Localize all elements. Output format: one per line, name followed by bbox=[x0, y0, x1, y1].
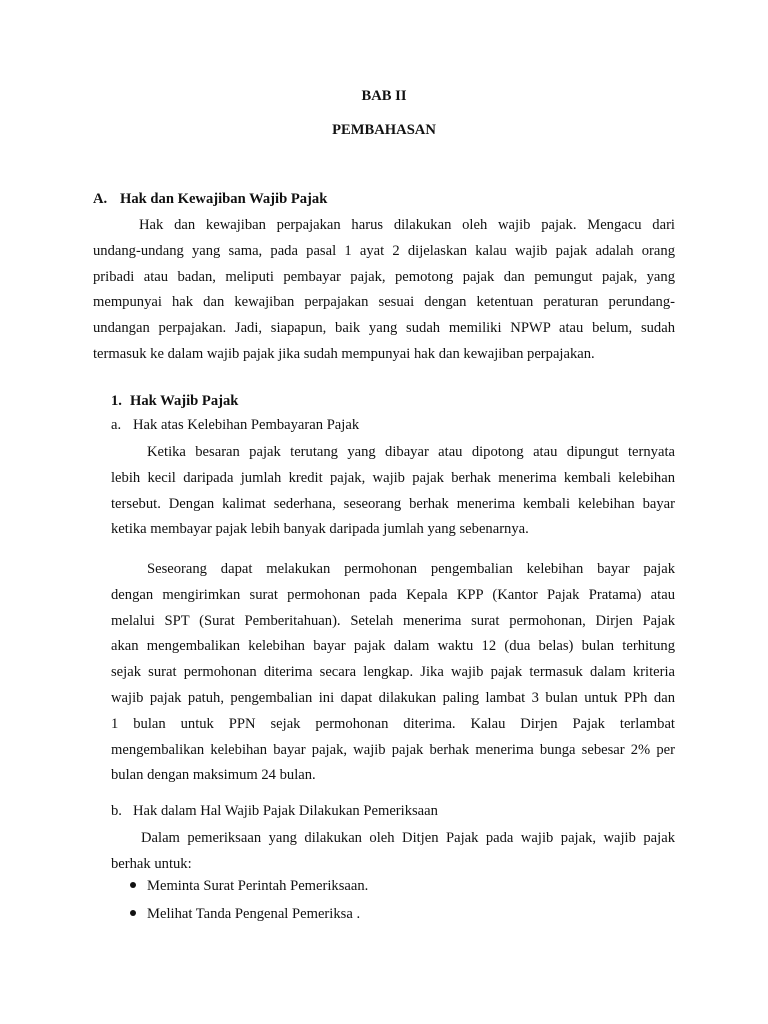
paragraph-line: sejak surat permohonan diterima secara lengkap. Jika wajib pajak termasuk dalam kriteria bbox=[111, 664, 675, 681]
section-1-heading bbox=[111, 393, 238, 410]
paragraph-line: Hak dan kewajiban perpajakan harus dilakukan oleh wajib pajak. Mengacu dari bbox=[139, 217, 675, 233]
bullet-text: Meminta Surat Perintah Pemeriksaan. bbox=[147, 878, 369, 894]
paragraph-line: Ketika besaran pajak terutang yang dibayar atau dipotong atau dipungut ternyata bbox=[147, 444, 675, 460]
paragraph-line: lebih kecil daripada jumlah kredit pajak, wajib pajak berhak menerima kembali kelebihan bbox=[111, 469, 675, 486]
paragraph-line: akan mengembalikan kelebihan bayar pajak dalam waktu 12 (dua belas) bulan terhitung bbox=[111, 638, 675, 655]
paragraph-line: 1 bulan untuk PPN sejak permohonan diterima. Kalau Dirjen Pajak terlambat bbox=[111, 715, 675, 732]
paragraph-line: bulan dengan maksimum 24 bulan. bbox=[111, 767, 316, 784]
paragraph-line: ketika membayar pajak lebih banyak daripada jumlah yang sebenarnya. bbox=[111, 521, 529, 538]
section-a-heading bbox=[93, 191, 327, 208]
subsection-a-marker: a. bbox=[111, 417, 122, 433]
subsection-a-paragraph-2 bbox=[111, 557, 675, 789]
subsection-a-paragraph-1 bbox=[111, 440, 675, 543]
bullet-text: Melihat Tanda Pengenal Pemeriksa . bbox=[147, 906, 361, 922]
subsection-a-heading bbox=[111, 417, 359, 434]
subsection-b-paragraph bbox=[111, 826, 675, 878]
paragraph-line: mengembalikan kelebihan bayar pajak, wajib pajak berhak menerima bunga sebesar 2% per bbox=[111, 741, 675, 758]
paragraph-line: undang-undang yang sama, pada pasal 1 ayat 2 dijelaskan kalau wajib pajak adalah orang bbox=[93, 242, 675, 259]
paragraph-line: pribadi atau badan, meliputi pembayar pajak, pemotong pajak dan pemungut pajak, yang bbox=[93, 268, 675, 285]
paragraph-line: berhak untuk: bbox=[111, 855, 192, 872]
bullet-item bbox=[130, 906, 360, 923]
bullet-dot-icon bbox=[130, 882, 136, 888]
bullet-item bbox=[130, 878, 368, 895]
paragraph-line: Seseorang dapat melakukan permohonan pengembalian kelebihan bayar pajak bbox=[147, 561, 675, 577]
paragraph-line: mempunyai hak dan kewajiban perpajakan sesuai dengan ketentuan peraturan perundang- bbox=[93, 294, 675, 311]
subsection-a-title: Hak atas Kelebihan Pembayaran Pajak bbox=[133, 417, 360, 433]
paragraph-line: termasuk ke dalam wajib pajak jika sudah mempunyai hak dan kewajiban perpajakan. bbox=[93, 345, 595, 362]
section-a-title: Hak dan Kewajiban Wajib Pajak bbox=[120, 191, 328, 207]
paragraph-line: tersebut. Dengan kalimat sederhana, seseorang berhak menerima kembali kelebihan bayar bbox=[111, 495, 675, 512]
subsection-b-heading bbox=[111, 803, 438, 820]
chapter-subtitle: PEMBAHASAN bbox=[332, 122, 436, 138]
subsection-b-title: Hak dalam Hal Wajib Pajak Dilakukan Pemeriksaan bbox=[133, 803, 438, 819]
section-a-marker: A. bbox=[93, 191, 108, 207]
subsection-b-marker: b. bbox=[111, 803, 122, 819]
paragraph-line: Dalam pemeriksaan yang dilakukan oleh Ditjen Pajak pada wajib pajak, wajib pajak bbox=[141, 830, 675, 846]
bullet-dot-icon bbox=[130, 910, 136, 916]
chapter-title: BAB II bbox=[361, 88, 407, 104]
section-1-marker: 1. bbox=[111, 393, 122, 409]
section-a-paragraph bbox=[93, 213, 675, 368]
paragraph-line: wajib pajak patuh, pengembalian ini dapat dilakukan paling lambat 3 bulan untuk PPh dan bbox=[111, 689, 675, 706]
paragraph-line: dengan mengirimkan surat permohonan pada Kepala KPP (Kantor Pajak Pratama) atau bbox=[111, 586, 675, 603]
paragraph-line: melalui SPT (Surat Pemberitahuan). Setelah menerima surat permohonan, Dirjen Pajak bbox=[111, 612, 675, 629]
paragraph-line: undangan perpajakan. Jadi, siapapun, baik yang sudah memiliki NPWP atau belum, sudah bbox=[93, 320, 675, 337]
section-1-title: Hak Wajib Pajak bbox=[130, 393, 239, 409]
